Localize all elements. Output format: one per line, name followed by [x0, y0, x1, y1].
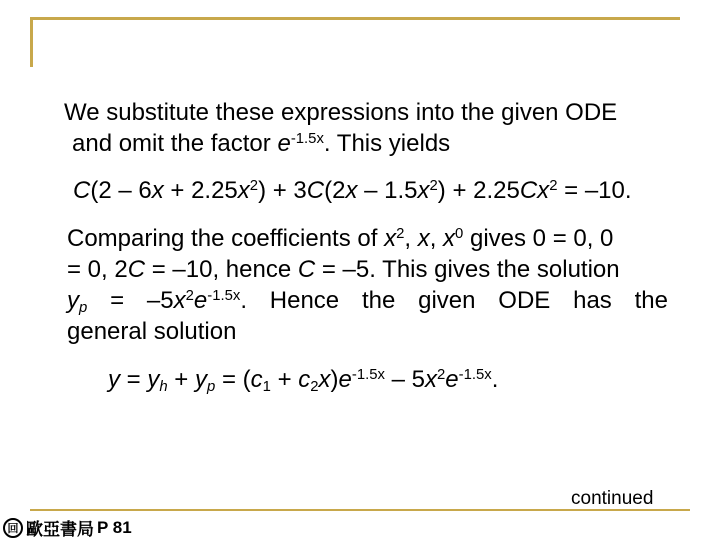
publisher-name: 歐亞書局 [26, 520, 94, 539]
intro-line-1: We substitute these expressions into the given ODE [64, 99, 618, 126]
slide-frame-top-border [30, 17, 680, 20]
comparison-line-1: Comparing the coefficients of $x^2$, x, $x^0$ gives 0 = 0, 0 [67, 225, 614, 252]
comparison-line-2: = 0, 2C = –10, hence C = –5. This gives the solution [67, 256, 620, 283]
intro-paragraph [64, 97, 617, 159]
comparison-paragraph [67, 223, 668, 347]
intro-line-2: and omit the factor $e^{-1.5x}$. This yields [72, 130, 451, 157]
comparison-line-3: $y_p$ = $-5x^2e^{-1.5x}$. Hence the given ODE has the [67, 287, 668, 317]
general-solution-equation: $y = y_h + y_p = (c_1 + c_2x)e^{-1.5x} - 5x^2e^{-1.5x}$. [108, 366, 499, 396]
footer-publisher [3, 515, 132, 540]
slide-frame-left-border [30, 17, 33, 67]
publisher-logo-icon: 回 [3, 518, 23, 538]
substituted-equation: $C(2 - 6x + 2.25x^2) + 3C(2x - 1.5x^2) + 2.25Cx^2 = -10$. [73, 177, 632, 204]
continued-label: continued [571, 488, 654, 509]
page-number: P 81 [97, 517, 132, 537]
comparison-line-4: general solution [67, 318, 237, 345]
